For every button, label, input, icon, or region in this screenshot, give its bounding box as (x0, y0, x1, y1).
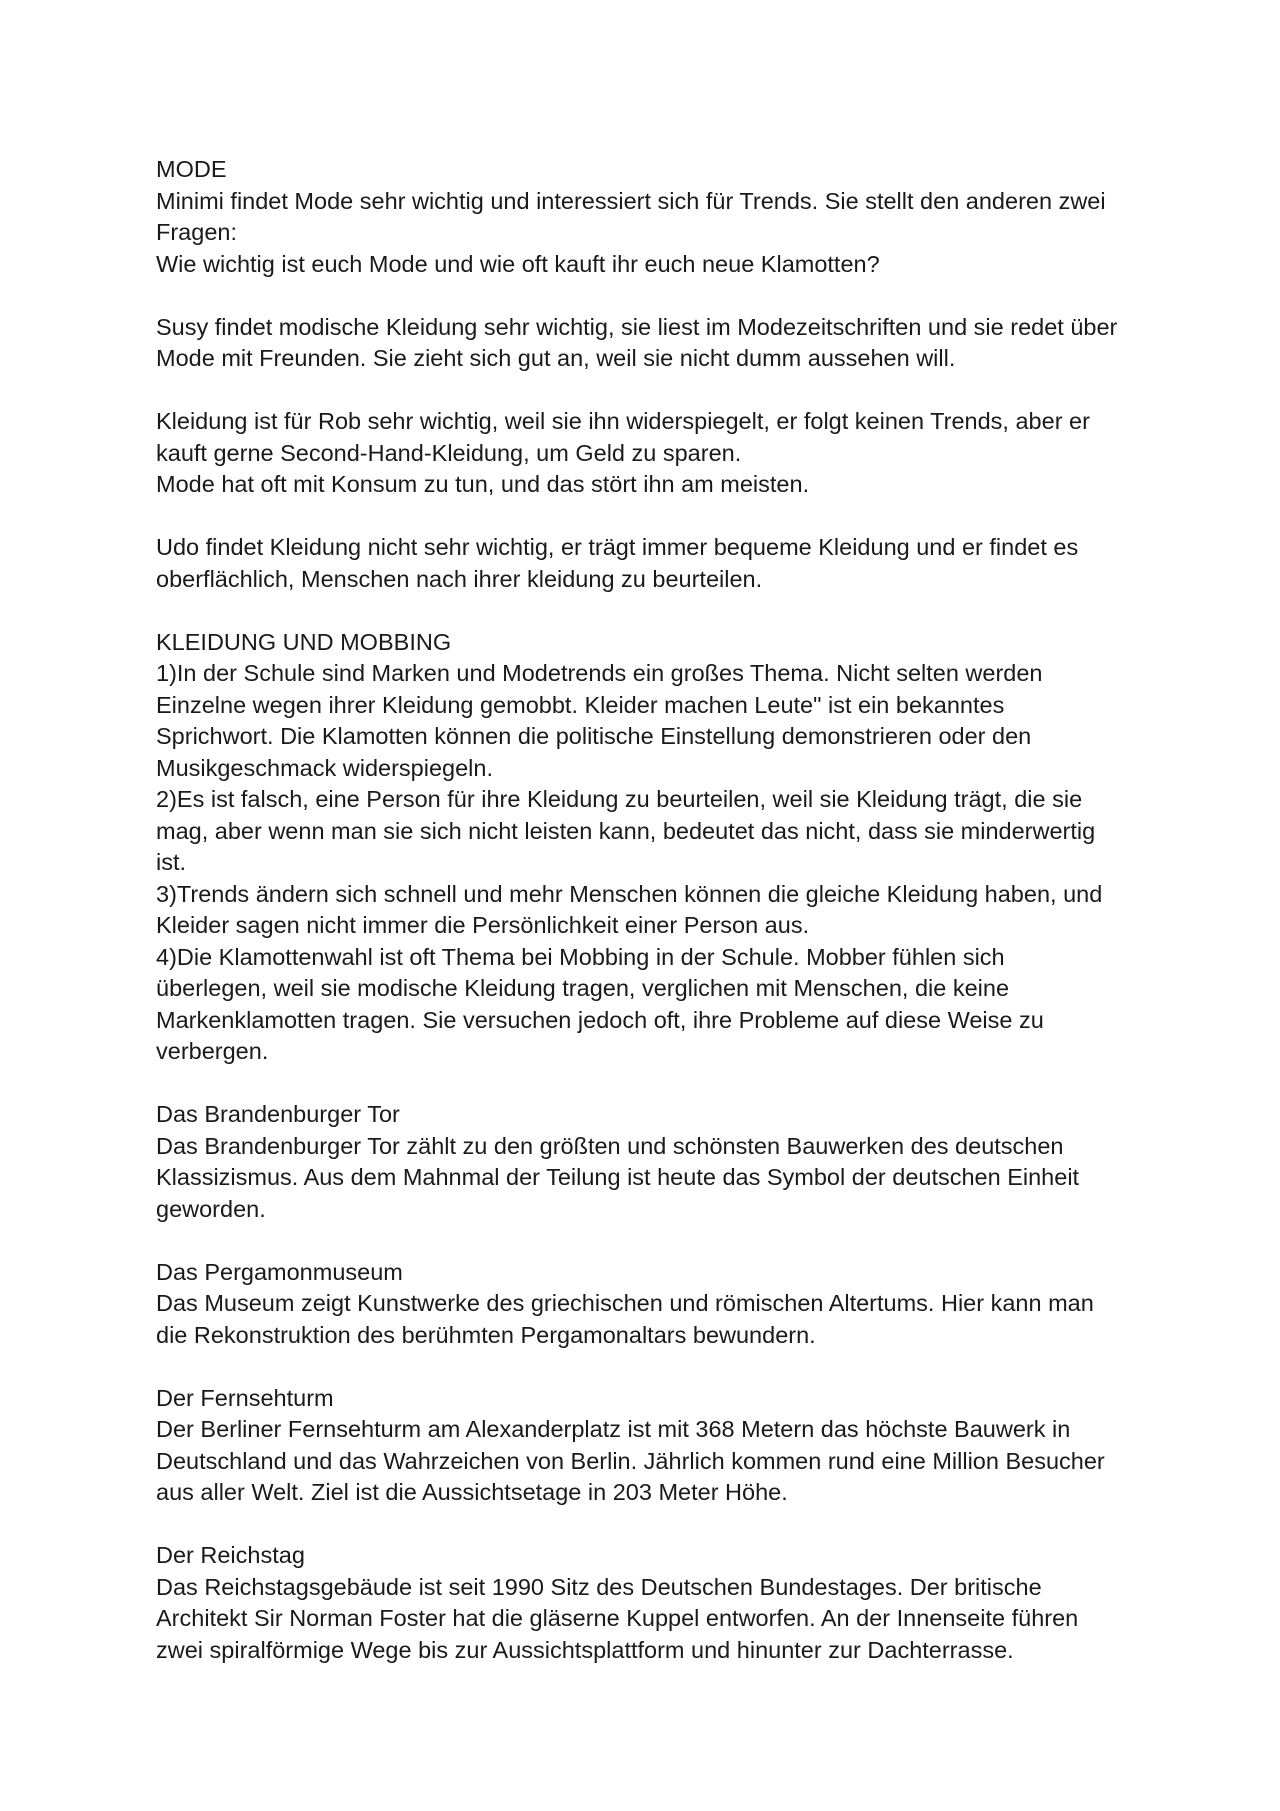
section-2 (156, 312, 1146, 375)
section-5 (156, 627, 1146, 1068)
paragraph-line: Architekt Sir Norman Foster hat die gläserne Kuppel entworfen. An der Innenseite führen (156, 1605, 1079, 1631)
paragraph-line: aus aller Welt. Ziel ist die Aussichtsetage in 203 Meter Höhe. (156, 1479, 788, 1505)
section-heading: Der Reichstag (156, 1542, 305, 1568)
blank-line (156, 280, 1146, 312)
blank-line (156, 1068, 1146, 1100)
blank-line (156, 595, 1146, 627)
paragraph-line: Susy findet modische Kleidung sehr wichtig, sie liest im Modezeitschriften und sie redet über (156, 313, 1118, 340)
paragraph-line: Udo findet Kleidung nicht sehr wichtig, er trägt immer bequeme Kleidung und er findet es (156, 534, 1079, 560)
blank-line (156, 1351, 1146, 1383)
blank-line (156, 1509, 1146, 1541)
paragraph-line: oberflächlich, Menschen nach ihrer kleidung zu beurteilen. (156, 565, 763, 592)
paragraph-line: 2)Es ist falsch, eine Person für ihre Kleidung zu beurteilen, weil sie Kleidung trägt, die sie (156, 786, 1083, 812)
paragraph-line: 1)In der Schule sind Marken und Modetrends ein großes Thema. Nicht selten werden (156, 660, 1043, 686)
paragraph-line: kauft gerne Second-Hand-Kleidung, um Geld zu sparen. (156, 439, 742, 466)
paragraph-line: Minimi findet Mode sehr wichtig und interessiert sich für Trends. Sie stellt den anderen zwei (156, 187, 1106, 214)
section-heading: Das Pergamonmuseum (156, 1258, 403, 1285)
paragraph-line: 3)Trends ändern sich schnell und mehr Menschen können die gleiche Kleidung haben, und (156, 880, 1103, 907)
paragraph-line: Wie wichtig ist euch Mode und wie oft kauft ihr euch neue Klamotten? (156, 250, 880, 277)
paragraph-line: geworden. (156, 1195, 266, 1222)
paragraph-line: mag, aber wenn man sie sich nicht leisten kann, bedeutet das nicht, dass sie minderwertig (156, 817, 1096, 844)
paragraph-line: Mode mit Freunden. Sie zieht sich gut an, weil sie nicht dumm aussehen will. (156, 345, 956, 371)
paragraph-line: ist. (156, 849, 187, 875)
paragraph-line: zwei spiralförmige Wege bis zur Aussichtsplattform und hinunter zur Dachterrasse. (156, 1636, 1014, 1663)
section-heading: KLEIDUNG UND MOBBING (156, 628, 452, 655)
section-heading: MODE (156, 156, 227, 182)
paragraph-line: Der Berliner Fernsehturm am Alexanderplatz ist mit 368 Metern das höchste Bauwerk in (156, 1416, 1071, 1442)
paragraph-line: Das Brandenburger Tor zählt zu den größten und schönsten Bauwerken des deutschen (156, 1132, 1064, 1159)
paragraph-line: Kleidung ist für Rob sehr wichtig, weil sie ihn widerspiegelt, er folgt keinen Trends, aber er (156, 408, 1090, 434)
paragraph-line: Kleider sagen nicht immer die Persönlichkeit einer Person aus. (156, 912, 810, 938)
paragraph-line: Markenklamotten tragen. Sie versuchen jedoch oft, ihre Probleme auf diese Weise zu (156, 1006, 1044, 1033)
section-1 (156, 154, 1146, 280)
blank-line (156, 1225, 1146, 1257)
section-7 (156, 1257, 1146, 1352)
paragraph-line: Klassizismus. Aus dem Mahnmal der Teilung ist heute das Symbol der deutschen Einheit (156, 1164, 1080, 1190)
paragraph-line: überlegen, weil sie modische Kleidung tragen, verglichen mit Menschen, die keine (156, 975, 1010, 1001)
blank-line (156, 501, 1146, 533)
paragraph-line: verbergen. (156, 1038, 269, 1064)
paragraph-line: Musikgeschmack widerspiegeln. (156, 754, 493, 781)
section-4 (156, 532, 1146, 595)
section-3 (156, 406, 1146, 501)
blank-line (156, 375, 1146, 407)
paragraph-line: Sprichwort. Die Klamotten können die politische Einstellung demonstrieren oder den (156, 723, 1032, 749)
document-page (156, 154, 1146, 1666)
paragraph-line: Fragen: (156, 219, 237, 245)
paragraph-line: Das Reichstagsgebäude ist seit 1990 Sitz des Deutschen Bundestages. Der britische (156, 1573, 1042, 1600)
paragraph-line: Deutschland und das Wahrzeichen von Berlin. Jährlich kommen rund eine Million Besucher (156, 1447, 1105, 1474)
paragraph-line: 4)Die Klamottenwahl ist oft Thema bei Mobbing in der Schule. Mobber fühlen sich (156, 943, 1005, 970)
paragraph-line: Einzelne wegen ihrer Kleidung gemobbt. Kleider machen Leute" ist ein bekanntes (156, 691, 1005, 718)
paragraph-line: die Rekonstruktion des berühmten Pergamonaltars bewundern. (156, 1321, 816, 1348)
section-9 (156, 1540, 1146, 1666)
section-heading: Das Brandenburger Tor (156, 1101, 400, 1127)
section-6 (156, 1099, 1146, 1225)
section-heading: Der Fernsehturm (156, 1384, 334, 1411)
paragraph-line: Mode hat oft mit Konsum zu tun, und das stört ihn am meisten. (156, 471, 810, 497)
paragraph-line: Das Museum zeigt Kunstwerke des griechischen und römischen Altertums. Hier kann man (156, 1290, 1094, 1316)
section-8 (156, 1383, 1146, 1509)
